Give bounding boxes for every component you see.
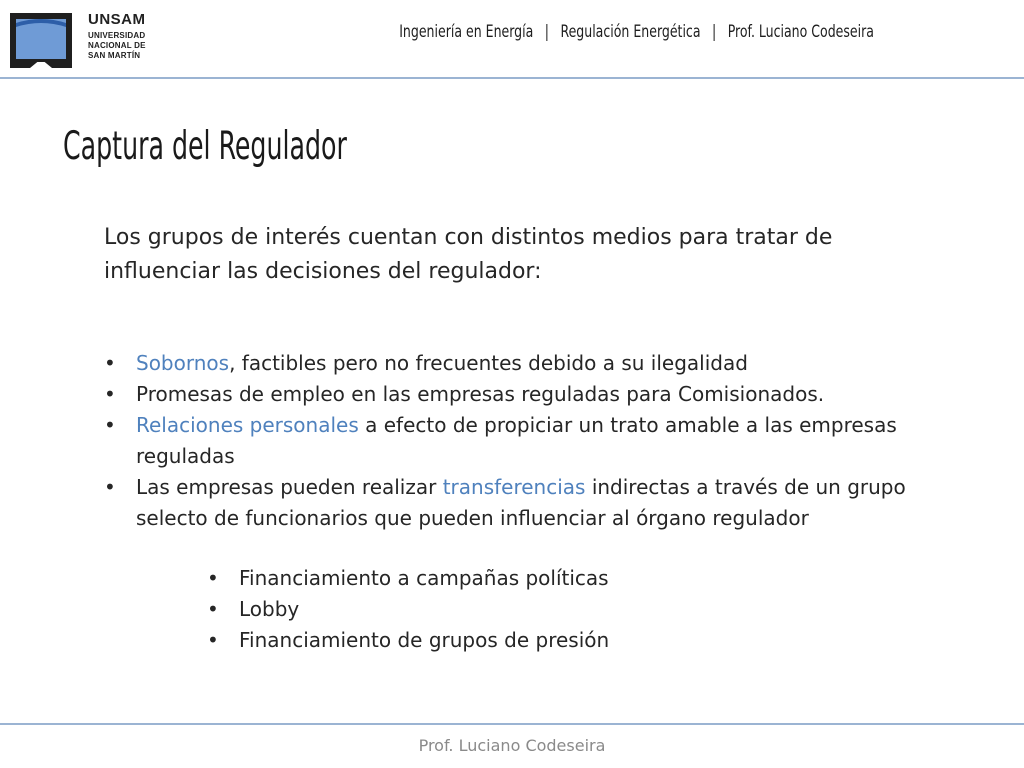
bullet-text-after: a efecto de propiciar un trato amable a las empresas reguladas (136, 413, 897, 468)
bullet-highlight: transferencias (442, 475, 586, 499)
bullet-text-after: indirectas a través de un grupo selecto de funcionarios que pueden influenciar al órgano regulador (136, 475, 906, 530)
logo-subtitle-line-3: SAN MARTÍN (88, 51, 141, 60)
sub-bullet-text: Financiamiento a campañas políticas (239, 566, 609, 590)
bullet-item-transferencias (104, 472, 934, 534)
sub-bullet-list (207, 563, 807, 656)
main-bullet-list (104, 348, 934, 534)
sub-bullet-text: Financiamiento de grupos de presión (239, 628, 610, 652)
bullet-item-promesas (104, 379, 934, 410)
logo-name: UNSAM (88, 11, 146, 28)
logo-subtitle-line-2: NACIONAL DE (88, 41, 146, 50)
header-separator: | (544, 22, 550, 42)
bullet-text-after: , factibles pero no frecuentes debido a su ilegalidad (229, 351, 748, 375)
logo-subtitle-line-1: UNIVERSIDAD (88, 31, 146, 40)
sub-bullet-item (207, 625, 807, 656)
header-course-name: Ingeniería en Energía (399, 22, 534, 42)
header-divider (0, 77, 1024, 79)
header-separator: | (712, 22, 717, 42)
bullet-dot-icon: • (207, 597, 219, 621)
header-professor-name: Prof. Luciano Codeseira (727, 22, 874, 42)
sub-bullet-text: Lobby (239, 597, 300, 621)
footer-professor-name: Prof. Luciano Codeseira (418, 736, 606, 755)
bullet-dot-icon: • (207, 628, 219, 652)
bullet-text-before: Promesas de empleo en las empresas reguladas para Comisionados. (136, 382, 825, 406)
bullet-highlight: Relaciones personales (136, 413, 359, 437)
unsam-book-logo-icon (10, 13, 72, 68)
bullet-highlight: Sobornos (136, 351, 230, 375)
sub-bullet-item (207, 594, 807, 625)
bullet-dot-icon: • (104, 413, 116, 437)
bullet-dot-icon: • (207, 566, 219, 590)
bullet-dot-icon: • (104, 382, 116, 406)
intro-paragraph: Los grupos de interés cuentan con distintos medios para tratar de influenciar las decisiones del regulador: (104, 225, 833, 284)
bullet-text-before: Las empresas pueden realizar (136, 475, 443, 499)
bullet-item-sobornos (104, 348, 934, 379)
bullet-item-relaciones (104, 410, 934, 472)
sub-bullet-item (207, 563, 807, 594)
bullet-dot-icon: • (104, 475, 116, 499)
university-logo-text (88, 12, 146, 61)
bullet-dot-icon: • (104, 351, 116, 375)
header-course-line (399, 22, 874, 42)
footer-divider (0, 723, 1024, 725)
header-subject-name: Regulación Energética (560, 22, 701, 42)
slide-title: Captura del Regulador (63, 124, 347, 169)
